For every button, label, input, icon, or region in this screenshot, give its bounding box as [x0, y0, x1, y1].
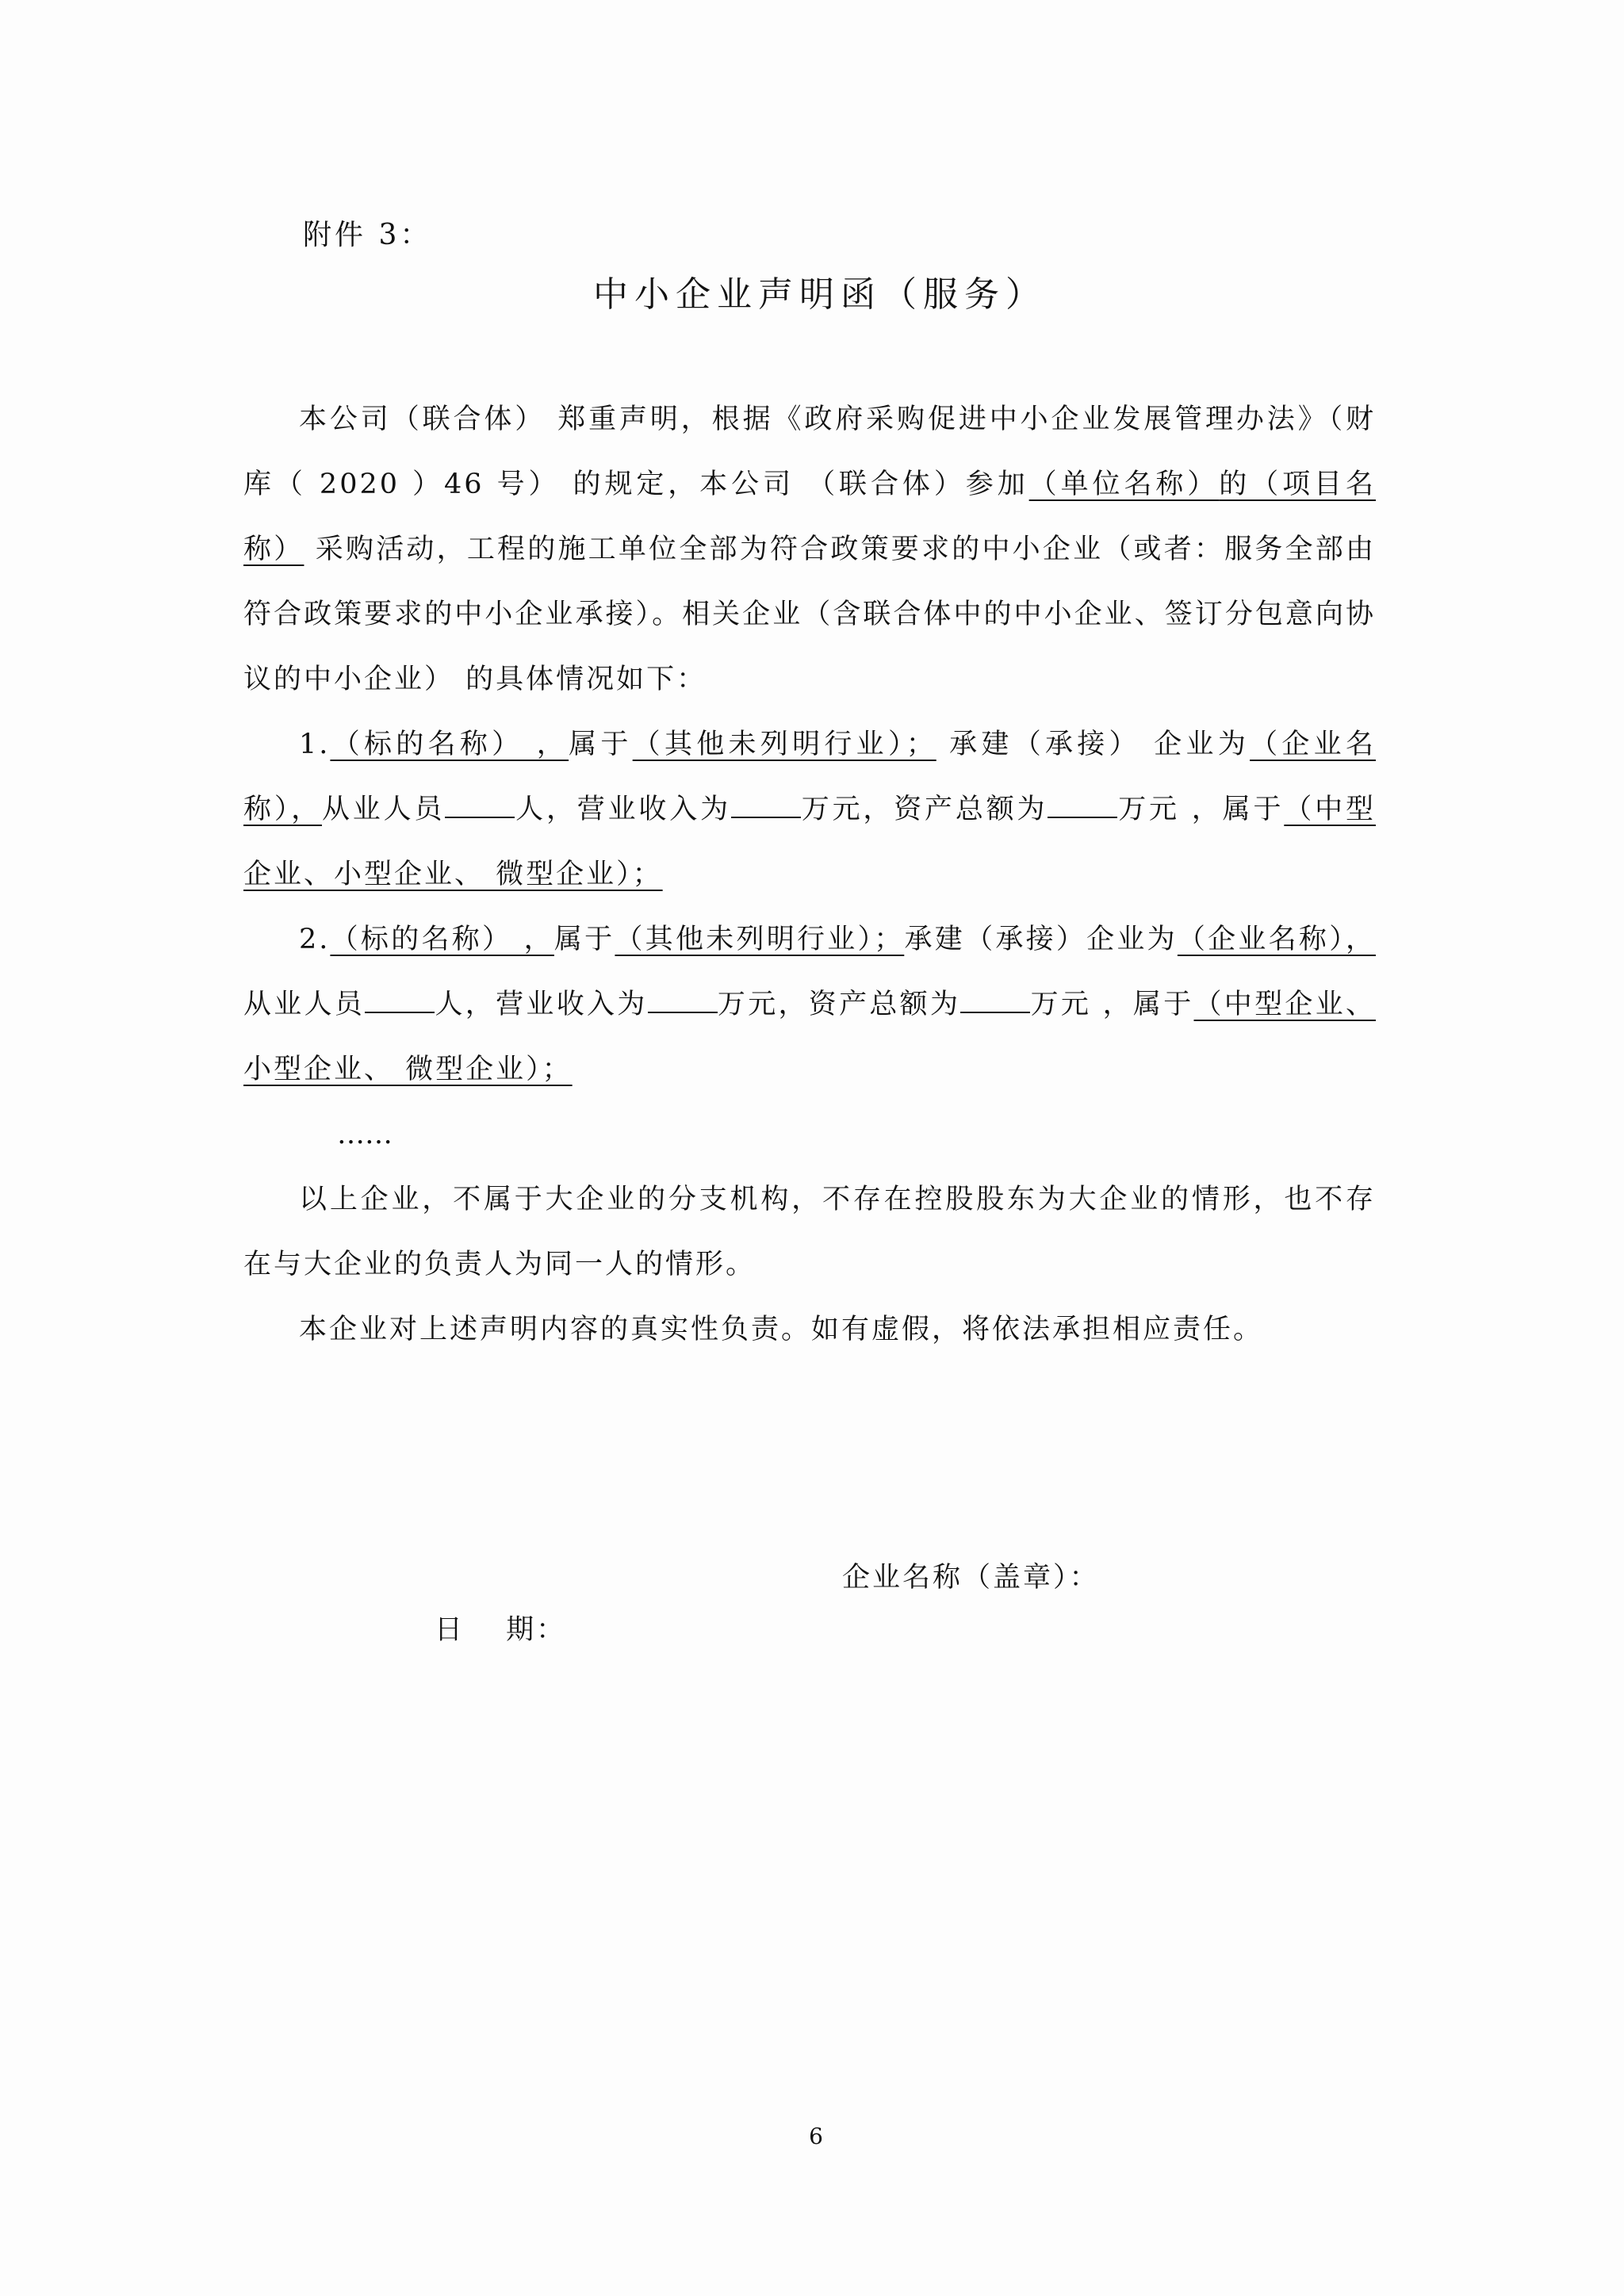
staff-count-blank [445, 793, 515, 818]
industry-field: （其他未列明行业）； [615, 924, 905, 955]
company-seal-label: 企业名称（盖章）： [842, 1562, 1100, 1594]
intro-text-1: 本公司（联合体） 郑重声明，根据《政府采购促进中小企业发展管理办法》（财库（ 2020 ）46 号） 的规定，本公司 （联合体）参加 [243, 404, 1376, 500]
declaration-body [243, 387, 1376, 1362]
revenue-blank [731, 793, 801, 818]
project-name-field: 的（项目名称） [243, 469, 1376, 565]
attachment-label: 附件 3： [303, 219, 432, 251]
document-title: 中小企业声明函（服务） [593, 274, 1047, 315]
subject-name-field: （标的名称） ， [330, 924, 554, 955]
date-label: 日 期： [435, 1614, 567, 1646]
contractor-label: 承建（承接） 企业为 [936, 729, 1251, 760]
enterprise-scale-field: （中型企业、小型企业、 微型企业）； [243, 794, 1376, 890]
staff-label: 从业人员 [321, 794, 446, 825]
intro-paragraph [243, 387, 1376, 712]
industry-field: （其他未列明行业）； [632, 729, 936, 760]
company-name-field: （企业名称）， [243, 729, 1376, 825]
revenue-blank [648, 988, 718, 1013]
independence-statement: 以上企业，不属于大企业的分支机构，不存在控股股东为大企业的情形，也不存在与大企业的负责人为同一人的情形。 [243, 1184, 1376, 1280]
belongs-label: 属于 [569, 729, 633, 760]
company-name-field: （企业名称）， [1177, 924, 1376, 955]
assets-unit-label: 万元 ，属于 [1030, 989, 1194, 1020]
staff-count-blank [365, 988, 435, 1013]
ellipsis: …… [337, 1119, 393, 1150]
item-number: 2. [299, 924, 331, 955]
page-number: 6 [809, 2123, 823, 2149]
contractor-label: 承建（承接）企业为 [904, 924, 1178, 955]
assets-blank [1048, 793, 1117, 818]
staff-unit-label: 人，营业收入为 [515, 794, 731, 825]
staff-unit-label: 人，营业收入为 [435, 989, 648, 1020]
item-number: 1. [299, 729, 331, 760]
revenue-unit-label: 万元，资产总额为 [717, 989, 961, 1020]
belongs-label: 属于 [553, 924, 615, 955]
responsibility-statement: 本企业对上述声明内容的真实性负责。如有虚假，将依法承担相应责任。 [299, 1314, 1264, 1345]
list-item [243, 712, 1376, 907]
staff-label: 从业人员 [243, 989, 366, 1020]
intro-text-2: 采购活动，工程的施工单位全部为符合政策要求的中小企业（或者：服务全部由符合政策要求的中小企业承接）。相关企业（含联合体中的中小企业、签订分包意向协议的中小企业） 的具体情况如下： [243, 534, 1376, 695]
assets-blank [960, 988, 1030, 1013]
subject-name-field: （标的名称） ， [330, 729, 569, 760]
revenue-unit-label: 万元，资产总额为 [800, 794, 1048, 825]
assets-unit-label: 万元 ，属于 [1117, 794, 1285, 825]
list-item [243, 907, 1376, 1102]
unit-name-field: （单位名称） [1028, 469, 1220, 500]
enterprise-scale-field: （中型企业、小型企业、 微型企业）； [243, 989, 1376, 1085]
